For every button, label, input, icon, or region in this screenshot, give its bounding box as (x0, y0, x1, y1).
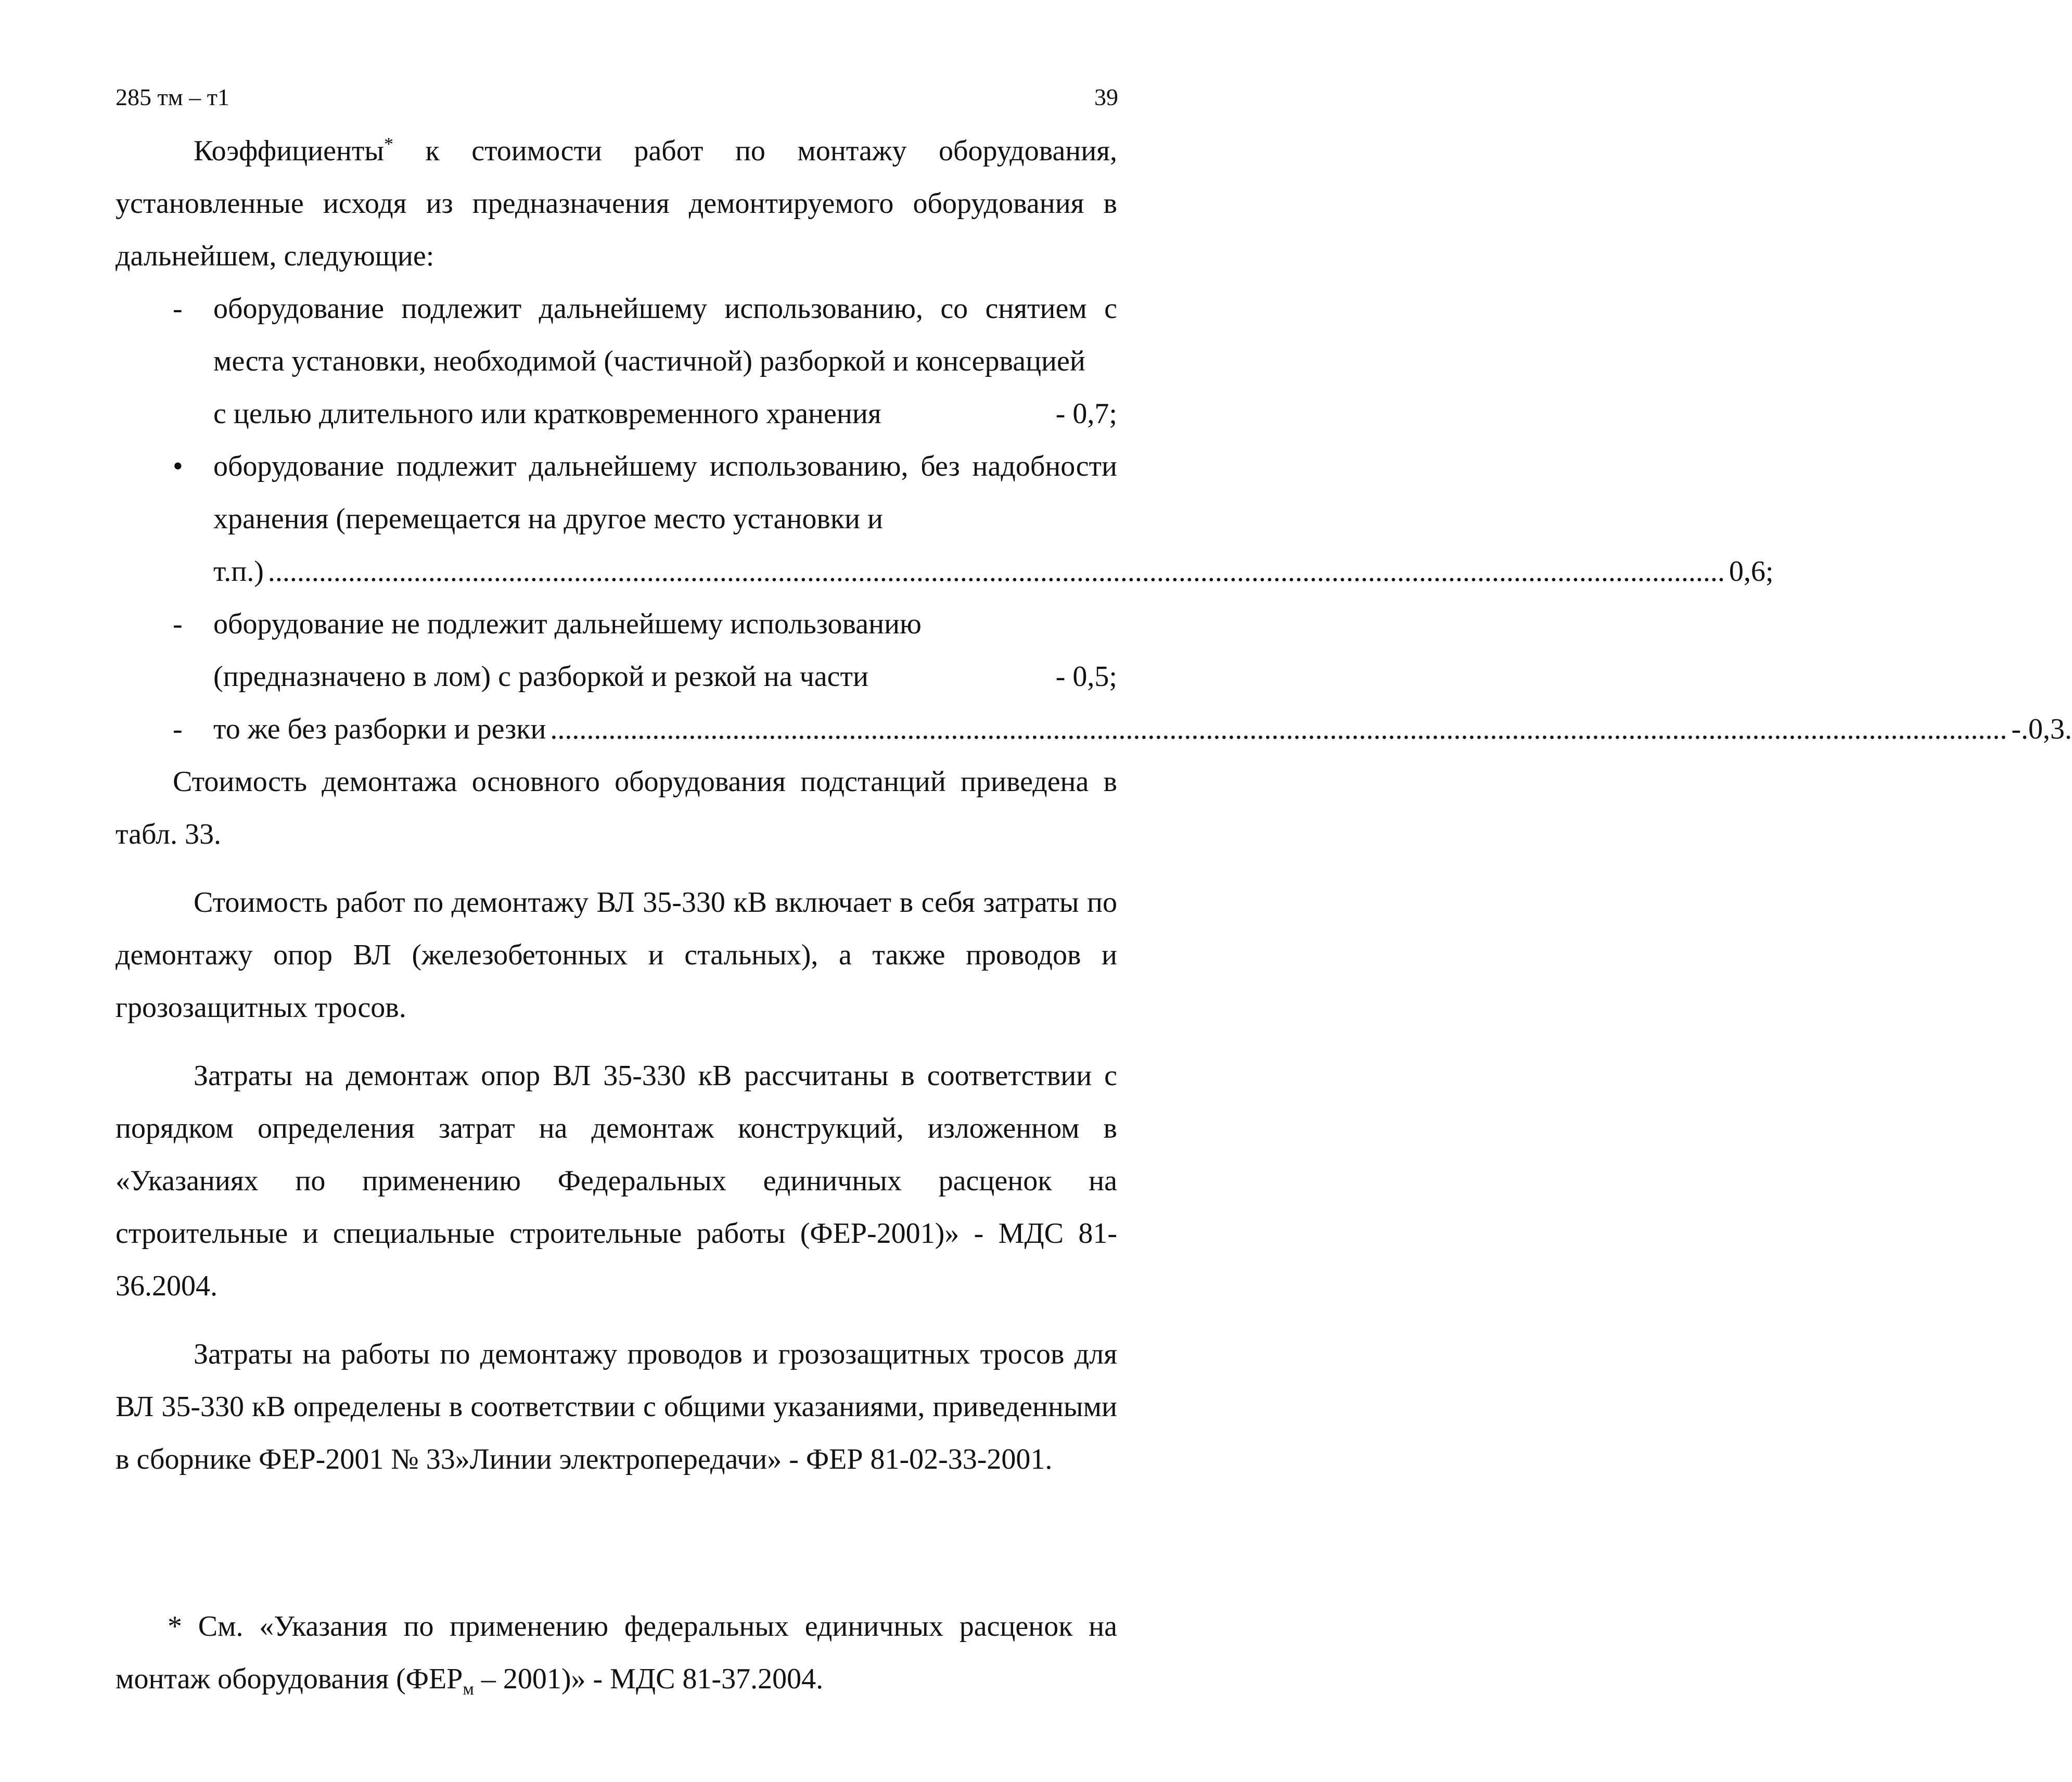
footnote-subscript: м (463, 1679, 474, 1699)
bullet-mark: - (173, 608, 183, 640)
footnote-text-before-sub: См. «Указания по применению федеральных единичных расценок на монтаж оборудования (ФЕР (116, 1610, 1117, 1695)
footnote-text (116, 1600, 1117, 1705)
paragraph-wire-costs: Затраты на работы по демонтажу проводов и грозозащитных тросов для ВЛ 35-330 кВ определены в соответствии с общими указаниями, приведенными в сборнике ФЕР-2001 № 33»Линии электропередачи» - ФЕР 81-02-33-2001. (116, 1338, 1117, 1475)
list-item-text: оборудование не подлежит дальнейшему использованию (213, 608, 922, 640)
footnote-text-after-sub: – 2001)» - МДС 81-37.2004. (474, 1663, 824, 1695)
document-code: 285 тм – т1 (116, 84, 229, 110)
bullet-mark: • (173, 450, 183, 482)
leader-dots: ........................................................................................................................................................................................................ (550, 713, 2007, 745)
coefficient-value: - 0,5; (1055, 660, 1117, 693)
footnote (116, 1600, 1117, 1705)
page-header (116, 83, 1118, 114)
list-item-text: оборудование подлежит дальнейшему использованию, без надобности хранения (перемещается на другое место установки и (213, 450, 1117, 535)
intro-text-before-star: Коэффициенты (194, 135, 385, 167)
footnote-star: * (168, 1610, 182, 1643)
paragraph-line-dismantling: Стоимость работ по демонтажу ВЛ 35-330 кВ включает в себя затраты по демонтажу опор ВЛ (железобетонных и стальных), а также проводов и грозозащитных тросов. (116, 886, 1117, 1024)
list-item (116, 703, 2072, 756)
list-item-last-line (213, 545, 1774, 598)
footnote-marker: * (384, 133, 394, 155)
list-item-tail: т.п.) (213, 555, 264, 588)
leader-dots: ........................................................................................................................................................................................................ (267, 555, 1725, 588)
intro-text-after-star: к стоимости работ по монтажу оборудования, установленные исходя из предназначения демонтируемого оборудования в дальнейшем, следующие: (116, 135, 1117, 272)
coefficient-value: 0,6; (1729, 555, 1774, 588)
list-item-tail: (предназначено в лом) с разборкой и резкой на части (213, 660, 868, 693)
coefficient-list (116, 283, 2072, 756)
list-item-last-line (213, 388, 1117, 440)
list-item-last-line (213, 703, 2072, 756)
main-text (116, 125, 2072, 1486)
coefficient-value: - 0,7; (1055, 398, 1117, 430)
bullet-mark: - (173, 292, 183, 325)
paragraph-substation-cost: Стоимость демонтажа основного оборудования подстанций приведена в табл. 33. (116, 766, 1117, 850)
list-item-tail: с целью длительного или кратковременного хранения (213, 398, 881, 430)
list-item (116, 283, 1117, 440)
list-item-tail: то же без разборки и резки (213, 713, 546, 745)
bullet-mark: - (173, 713, 183, 745)
intro-paragraph (116, 125, 1117, 283)
list-item-text: оборудование подлежит дальнейшему использованию, со снятием с места установки, необходимой (частичной) разборкой и консервацией (213, 292, 1117, 377)
coefficient-value: -.0,3. (2011, 713, 2072, 745)
list-item (116, 440, 1774, 598)
list-item (116, 598, 1117, 703)
page-number: 39 (1094, 84, 1118, 110)
paragraph-support-costs: Затраты на демонтаж опор ВЛ 35-330 кВ рассчитаны в соответствии с порядком определения затрат на демонтаж конструкций, изложенном в «Указаниях по применению Федеральных единичных расценок на строительные и специальные строительные работы (ФЕР-2001)» - МДС 81-36.2004. (116, 1060, 1117, 1302)
list-item-last-line (213, 651, 1117, 703)
